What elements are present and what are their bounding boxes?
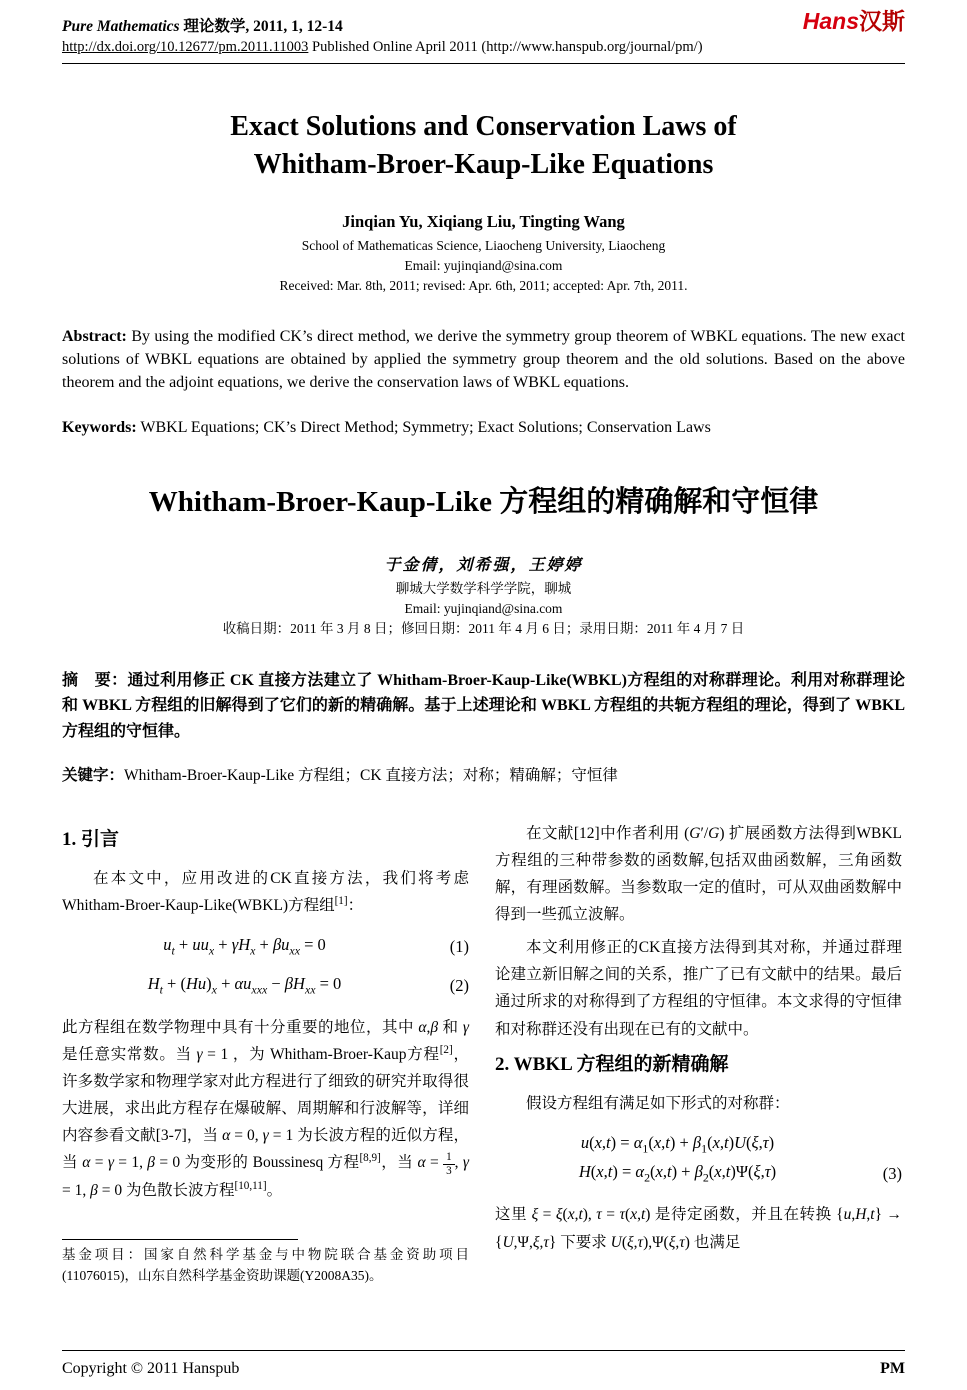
email-en: Email: yujinqiand@sina.com <box>404 257 563 273</box>
email-zh: Email: yujinqiand@sina.com <box>404 601 563 617</box>
section-heading-1: 1. 引言 <box>62 828 120 850</box>
equation-1 <box>62 935 469 958</box>
journal-line <box>62 10 343 36</box>
paper-title-en <box>62 108 905 184</box>
keywords-zh-text: Whitham-Broer-Kaup-Like 方程组；CK 直接方法；对称；精确解；守恒律 <box>124 767 618 785</box>
hans-logo-hanzi: 汉斯 <box>859 8 905 34</box>
authors-en: Jinqian Yu, Xiqiang Liu, Tingting Wang <box>342 211 625 231</box>
affiliation-en: School of Mathematicas Science, Liaocheng University, Liaocheng <box>301 237 666 253</box>
equation-1-number: (1) <box>449 936 469 956</box>
paragraph-background: 此方程组在数学物理中具有十分重要的地位，其中 α,β 和 γ 是任意实常数。当 γ = 1 ，为 Whitham-Broer-Kaup方程[2]，许多数学家和物理学家对此方程进行了细致的研究并取得很大进展，求出此方程存在爆破解、周期解和行波解等，详细内容参看文献[3-7]，当 α = 0, γ = 1 为长波方程的近似方程，当 α = γ = 1, β = 0 为变形的 Boussinesq 方程[8,9]，当 α = $\frac{1}{3}$ , γ = 1, β = 0 为色散长波方程[10,11]。 <box>62 1018 469 1200</box>
paper-title-line1: Exact Solutions and Conservation Laws of <box>230 111 737 142</box>
equation-1-formula: $u_t + uu_x + \gamma H_x + \beta u_{xx} = 0$ <box>163 935 326 958</box>
published-online-text: Published Online April 2011 (http://www.hanspub.org/journal/pm/) <box>308 39 703 55</box>
affiliation-block-en <box>62 236 905 297</box>
paragraph-literature: 在文献[12]中作者利用 (G′/G) 扩展函数方法得到WBKL方程组的三种带参数的函数解,包括双曲函数解，三角函数解，有理函数解。当参数取一定的值时，可从双曲函数解中得到一些孤立波解。 <box>495 824 902 924</box>
equation-3a <box>495 1133 902 1156</box>
paragraph-intro: 在本文中，应用改进的CK直接方法，我们将考虑Whitham-Broer-Kaup-Like(WBKL)方程组[1]： <box>62 869 469 914</box>
abstract-zh-text: 通过利用修正 CK 直接方法建立了 Whitham-Broer-Kaup-Like(WBKL)方程组的对称群理论。利用对称群理论和 WBKL 方程组的旧解得到了它们的新的精确解。基于上述理论和 WBKL 方程组的共轭方程组的理论，得到了 WBKL 方程组的守恒律。 <box>62 671 905 740</box>
abstract-label: Abstract: <box>62 328 127 346</box>
journal-issue-info: 理论数学, 2011, 1, 12-14 <box>179 18 343 35</box>
keywords-en <box>62 417 905 439</box>
equation-2 <box>62 974 469 997</box>
header-doi-line <box>62 39 905 56</box>
footnote-divider <box>62 1239 298 1240</box>
equation-3a-formula: $u(x,t) = \alpha_1(x,t) + \beta_1(x,t)U(\xi,\tau)$ <box>580 1132 775 1156</box>
equation-2-number: (2) <box>449 976 469 996</box>
keywords-text: WBKL Equations; CK’s Direct Method; Symmetry; Exact Solutions; Conservation Laws <box>136 418 711 436</box>
right-column <box>495 820 902 1287</box>
abstract-zh-label: 摘 要： <box>62 671 128 689</box>
body-columns <box>62 820 905 1287</box>
paragraph-assumption: 假设方程组有满足如下形式的对称群： <box>526 1094 790 1112</box>
authors-zh: 于金倩，刘希强，王婷婷 <box>384 556 583 574</box>
received-dates-en: Received: Mar. 8th, 2011; revised: Apr. 6th, 2011; accepted: Apr. 7th, 2011. <box>279 278 688 294</box>
hans-logo-text: Hans <box>802 8 859 34</box>
section-heading-2: 2. WBKL 方程组的新精确解 <box>495 1053 729 1075</box>
keywords-zh-label: 关键字： <box>62 767 125 785</box>
hanspub-logo <box>803 10 905 33</box>
dates-zh: 收稿日期：2011 年 3 月 8 日；修回日期：2011 年 4 月 6 日；录用日期：2011 年 4 月 7 日 <box>222 621 745 637</box>
journal-name: Pure Mathematics <box>62 18 180 35</box>
equation-3-number: (3) <box>882 1163 902 1183</box>
doi-link[interactable]: http://dx.doi.org/10.12677/pm.2011.11003 <box>62 39 309 55</box>
equation-2-formula: $H_t + (Hu)_x + \alpha u_{xxx} - \beta H_{xx} = 0$ <box>147 974 342 997</box>
header <box>62 10 905 36</box>
affiliation-zh: 聊城大学数学科学学院，聊城 <box>395 580 572 596</box>
paragraph-transform: 这里 ξ = ξ(x,t), τ = τ(x,t) 是待定函数，并且在转换 {u,H,t} → {U,Ψ,ξ,τ} 下要求 U(ξ,τ),Ψ(ξ,τ) 也满足 <box>495 1206 902 1251</box>
equation-3b-formula: $H(x,t) = \alpha_2(x,t) + \beta_2(x,t)\Psi(\xi,\tau)$ <box>578 1162 777 1185</box>
paper-title-line2: Whitham-Broer-Kaup-Like Equations <box>253 148 714 180</box>
paragraph-contribution: 本文利用修正的CK直接方法得到其对称，并通过群理论建立新旧解之间的关系，推广了已有文献中的结果。最后通过所求的对称得到了方程组的守恒律。本文求得的守恒律和对称群还没有出现在已有的文献中。 <box>495 939 902 1038</box>
header-divider <box>62 63 905 64</box>
keywords-label: Keywords: <box>62 418 137 436</box>
funding-footnote: 基金项目：国家自然科学基金与中物院联合基金资助项目(11076015)，山东自然科学基金资助课题(Y2008A35)。 <box>62 1246 469 1283</box>
copyright-text: Copyright © 2011 Hanspub <box>62 1360 240 1377</box>
keywords-zh <box>62 764 905 787</box>
affiliation-block-zh <box>62 579 905 640</box>
journal-page-mark: PM <box>880 1360 905 1377</box>
abstract-en <box>62 326 905 394</box>
left-column <box>62 820 469 1287</box>
footnote-block <box>62 1239 469 1287</box>
equation-3b <box>495 1162 902 1185</box>
paper-title-zh: Whitham-Broer-Kaup-Like 方程组的精确解和守恒律 <box>148 485 819 518</box>
abstract-zh <box>62 668 905 745</box>
abstract-text: By using the modified CK’s direct method, we derive the symmetry group theorem of WBKL equations. The new exact solutions of WBKL equations are obtained by applied the symmetry group theorem and the old solutions. Based on the above theorem and the adjoint equations, we derive the conservation laws of WBKL equations. <box>62 328 905 391</box>
page-footer <box>62 1350 905 1378</box>
